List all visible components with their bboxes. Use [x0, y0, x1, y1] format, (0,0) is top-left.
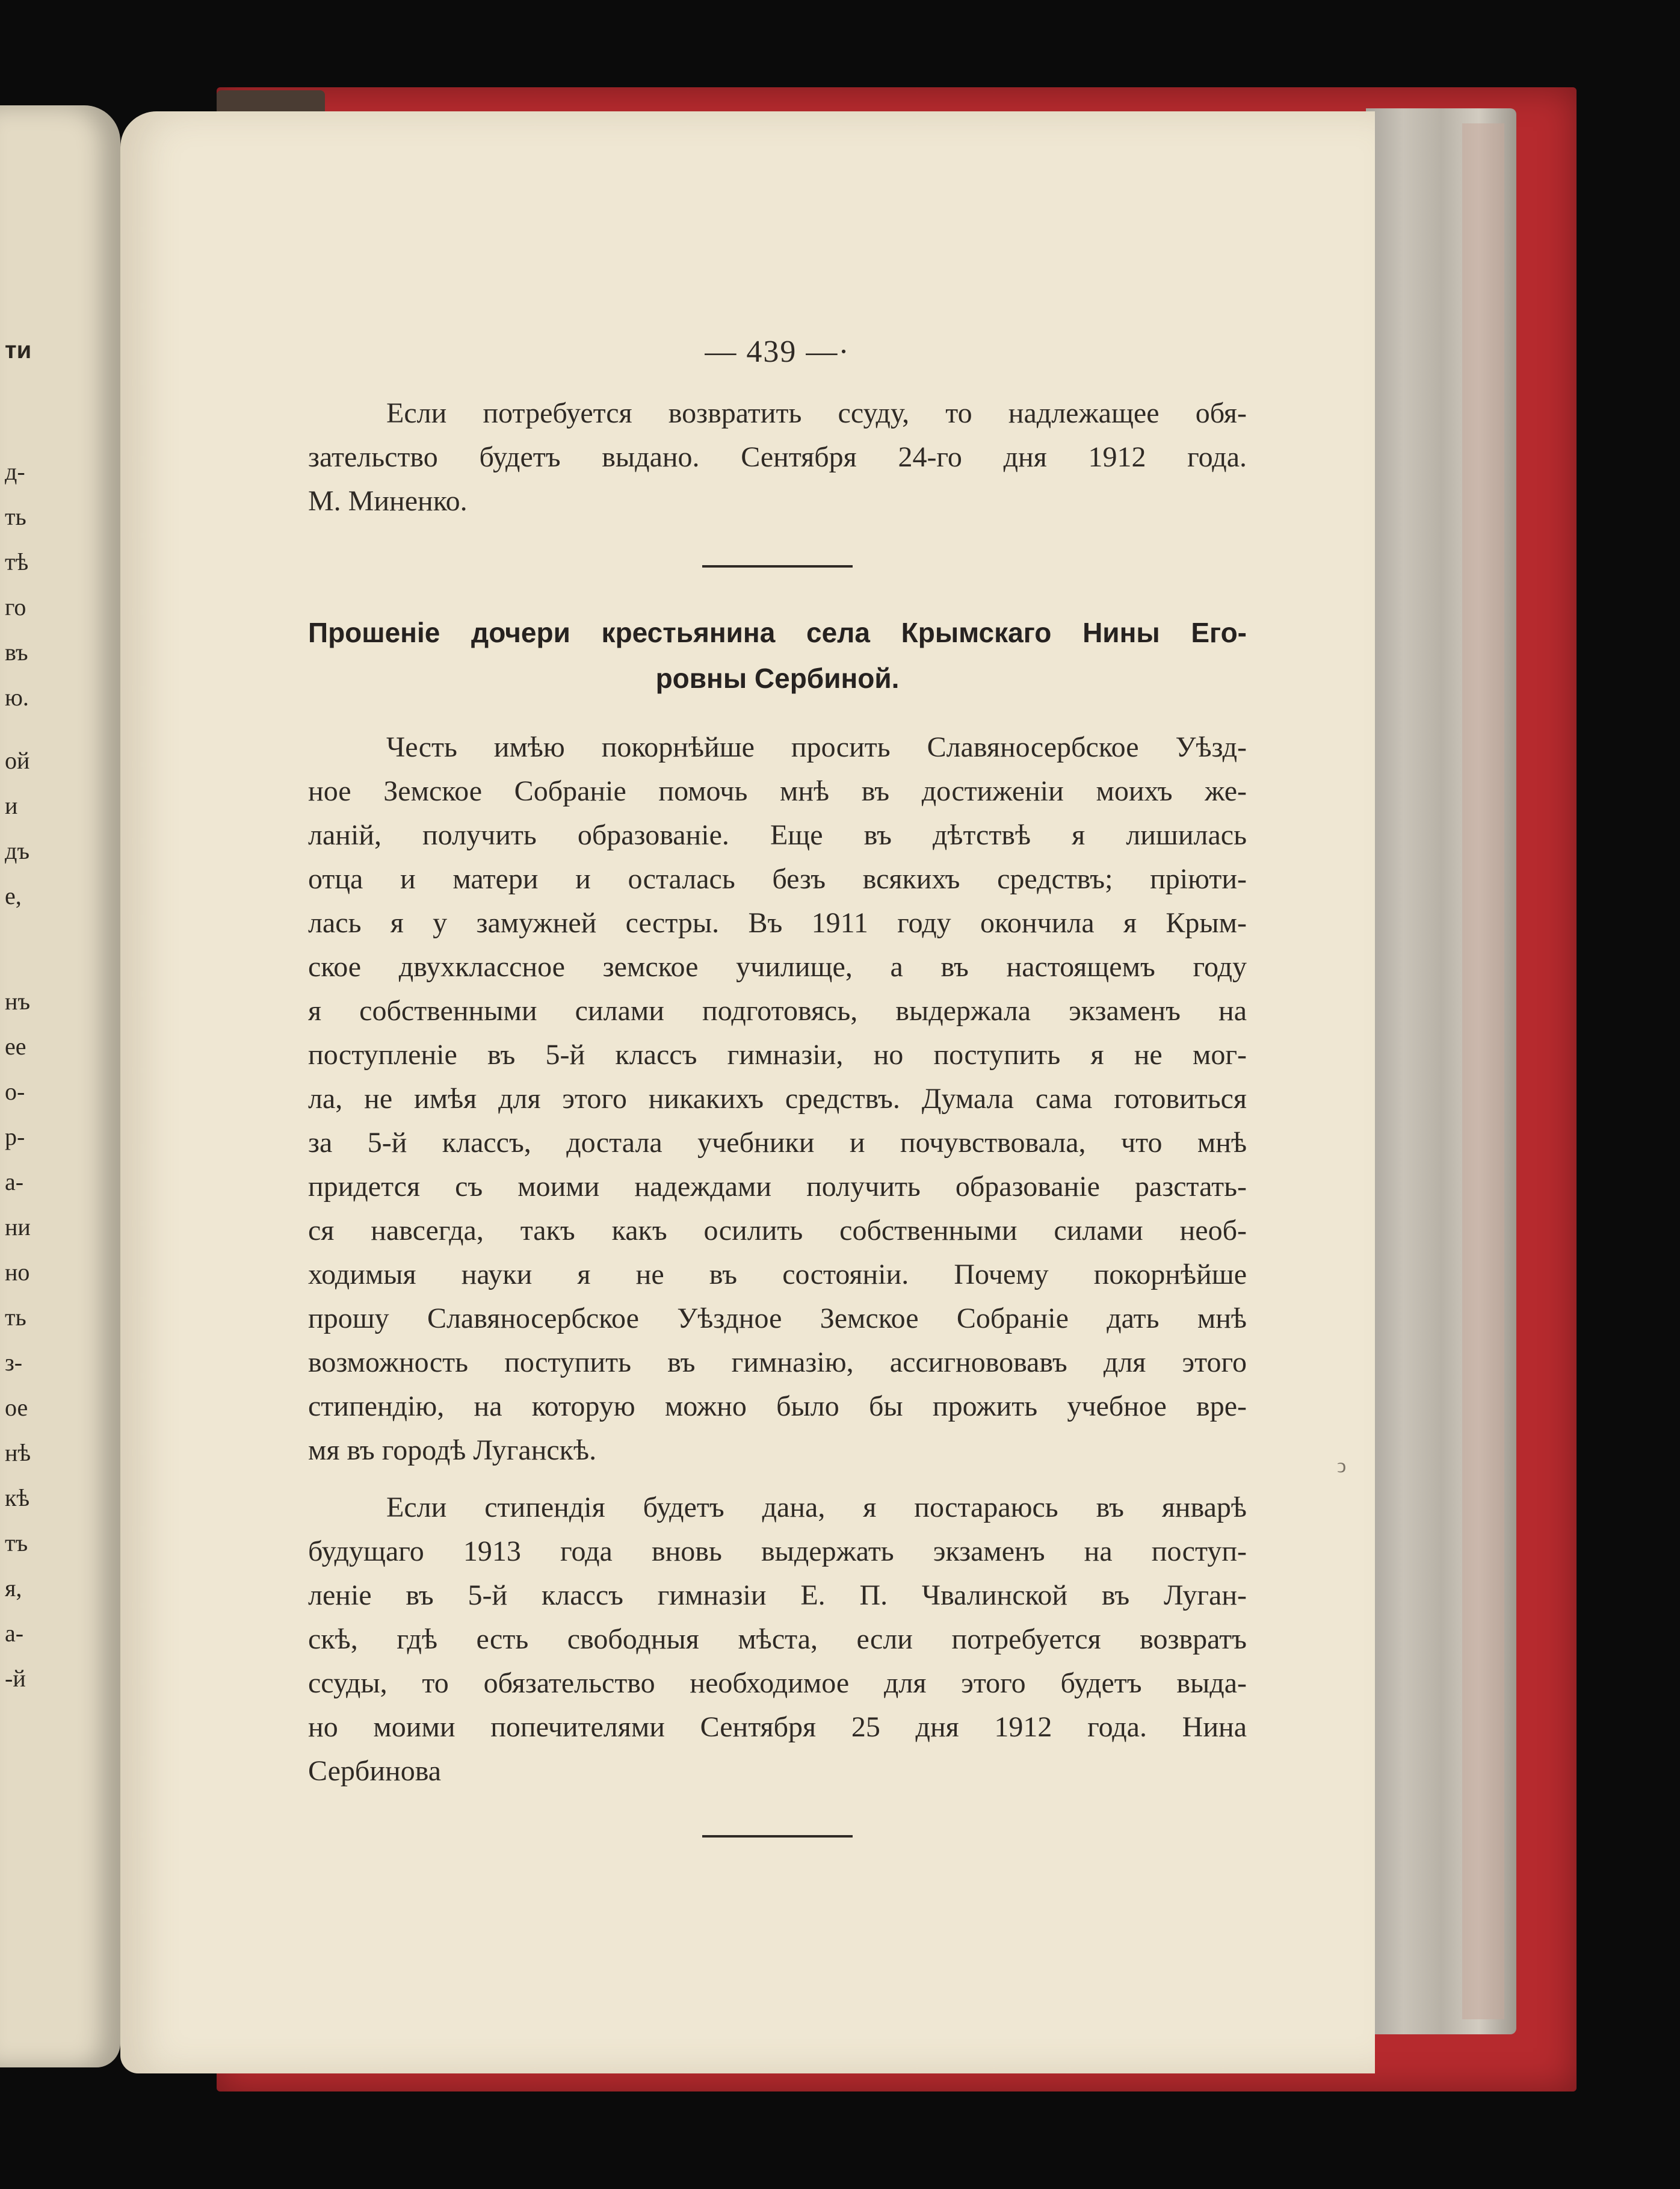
previous-page-fragment: но — [5, 1259, 30, 1286]
previous-page-fragment: го — [5, 593, 26, 621]
text-line: Если потребуется возвратить ссуду, то надлежащее обя- — [386, 397, 1247, 429]
section-divider — [702, 565, 853, 568]
text-line: зательство будетъ выдано. Сентября 24-го дня 1912 года. — [308, 441, 1247, 473]
page-block-shadow — [1462, 123, 1504, 2019]
text-line: за 5-й классъ, достала учебники и почувствовала, что мнѣ — [308, 1127, 1247, 1159]
previous-page-fragment: и — [5, 792, 18, 819]
text-line: Сербинова — [308, 1755, 442, 1787]
previous-page-fragment: ю. — [5, 684, 29, 711]
text-line: поступленіе въ 5-й классъ гимназіи, но поступить я не мог- — [308, 1039, 1247, 1071]
previous-page-fragment: нѣ — [5, 1439, 31, 1466]
text-line: но моими попечителями Сентября 25 дня 1912 года. Нина — [308, 1711, 1247, 1743]
text-line: ное Земское Собраніе помочь мнѣ въ достиженіи моихъ же- — [308, 775, 1247, 807]
heading-line: ровны Сербиной. — [655, 663, 900, 694]
previous-page-fragment: ое — [5, 1394, 28, 1421]
current-page — [120, 111, 1375, 2073]
previous-page-fragment: тѣ — [5, 548, 29, 575]
previous-page-fragment: д- — [5, 458, 25, 485]
page-content — [308, 334, 1247, 1880]
text-line: ла, не имѣя для этого никакихъ средствъ. Думала сама готовиться — [308, 1083, 1247, 1115]
section-heading — [308, 610, 1247, 701]
previous-page-fragment: кѣ — [5, 1484, 30, 1511]
text-line: мя въ городѣ Луганскѣ. — [308, 1434, 597, 1466]
previous-page-fragment: е, — [5, 882, 22, 909]
previous-page-fragment: -й — [5, 1665, 26, 1692]
text-line: будущаго 1913 года вновь выдержать экзаменъ на поступ- — [308, 1535, 1247, 1567]
page-number: — 439 —· — [705, 335, 850, 369]
previous-page-fragment: тъ — [5, 1529, 28, 1556]
previous-page-fragment: ти — [5, 337, 32, 364]
body-paragraph-2 — [308, 1485, 1247, 1793]
section-divider — [702, 1835, 853, 1838]
previous-page-text — [0, 105, 120, 2067]
text-line: возможность поступить въ гимназію, ассигнововавъ для этого — [308, 1346, 1247, 1378]
text-line: я собственными силами подготовясь, выдержала экзаменъ на — [308, 995, 1247, 1027]
text-line: лась я у замужней сестры. Въ 1911 году окончила я Крым- — [308, 907, 1247, 939]
text-line: Если стипендія будетъ дана, я постараюсь въ январѣ — [386, 1491, 1247, 1523]
text-line: прошу Славяносербское Уѣздное Земское Собраніе дать мнѣ — [308, 1302, 1247, 1334]
previous-page-fragment: ой — [5, 747, 30, 774]
previous-page-fragment: а- — [5, 1620, 24, 1647]
text-line: ссуды, то обязательство необходимое для этого будетъ выда- — [308, 1667, 1247, 1699]
text-line: ходимыя науки я не въ состояніи. Почему покорнѣйше — [308, 1259, 1247, 1290]
text-line: придется съ моими надеждами получить образованіе разстать- — [308, 1171, 1247, 1203]
previous-page-fragment: р- — [5, 1123, 25, 1150]
text-line: отца и матери и осталась безъ всякихъ средствъ; пріюти- — [308, 863, 1247, 895]
text-line: леніе въ 5-й классъ гимназіи Е. П. Чвалинской въ Луган- — [308, 1579, 1247, 1611]
text-line: ся навсегда, такъ какъ осилить собственными силами необ- — [308, 1215, 1247, 1246]
text-line: скѣ, гдѣ есть свободныя мѣста, если потребуется возвратъ — [308, 1623, 1247, 1655]
text-line: ланій, получить образованіе. Еще въ дѣтствѣ я лишилась — [308, 819, 1247, 851]
previous-page — [0, 105, 120, 2067]
previous-page-fragment: я, — [5, 1574, 22, 1602]
previous-page-fragment: а- — [5, 1168, 24, 1195]
text-line: ское двухклассное земское училище, а въ настоящемъ году — [308, 951, 1247, 983]
previous-page-fragment: о- — [5, 1078, 25, 1105]
previous-page-fragment: ть — [5, 1304, 26, 1331]
previous-page-fragment: въ — [5, 639, 28, 666]
intro-paragraph — [308, 391, 1247, 523]
previous-page-fragment: з- — [5, 1349, 23, 1376]
previous-page-fragment: ее — [5, 1033, 26, 1060]
previous-page-fragment: дъ — [5, 837, 30, 864]
text-line: Честь имѣю покорнѣйше просить Славяносербское Уѣзд- — [386, 731, 1247, 763]
heading-line: Прошеніе дочери крестьянина села Крымскаго Нины Его- — [308, 617, 1247, 648]
previous-page-fragment: ть — [5, 503, 26, 530]
previous-page-fragment: нъ — [5, 988, 31, 1015]
text-line: М. Миненко. — [308, 485, 468, 517]
body-paragraph-1 — [308, 725, 1247, 1472]
margin-mark: ͻ — [1337, 1455, 1347, 1477]
text-line: стипендію, на которую можно было бы прожить учебное вре- — [308, 1390, 1247, 1422]
previous-page-fragment: ни — [5, 1213, 31, 1240]
